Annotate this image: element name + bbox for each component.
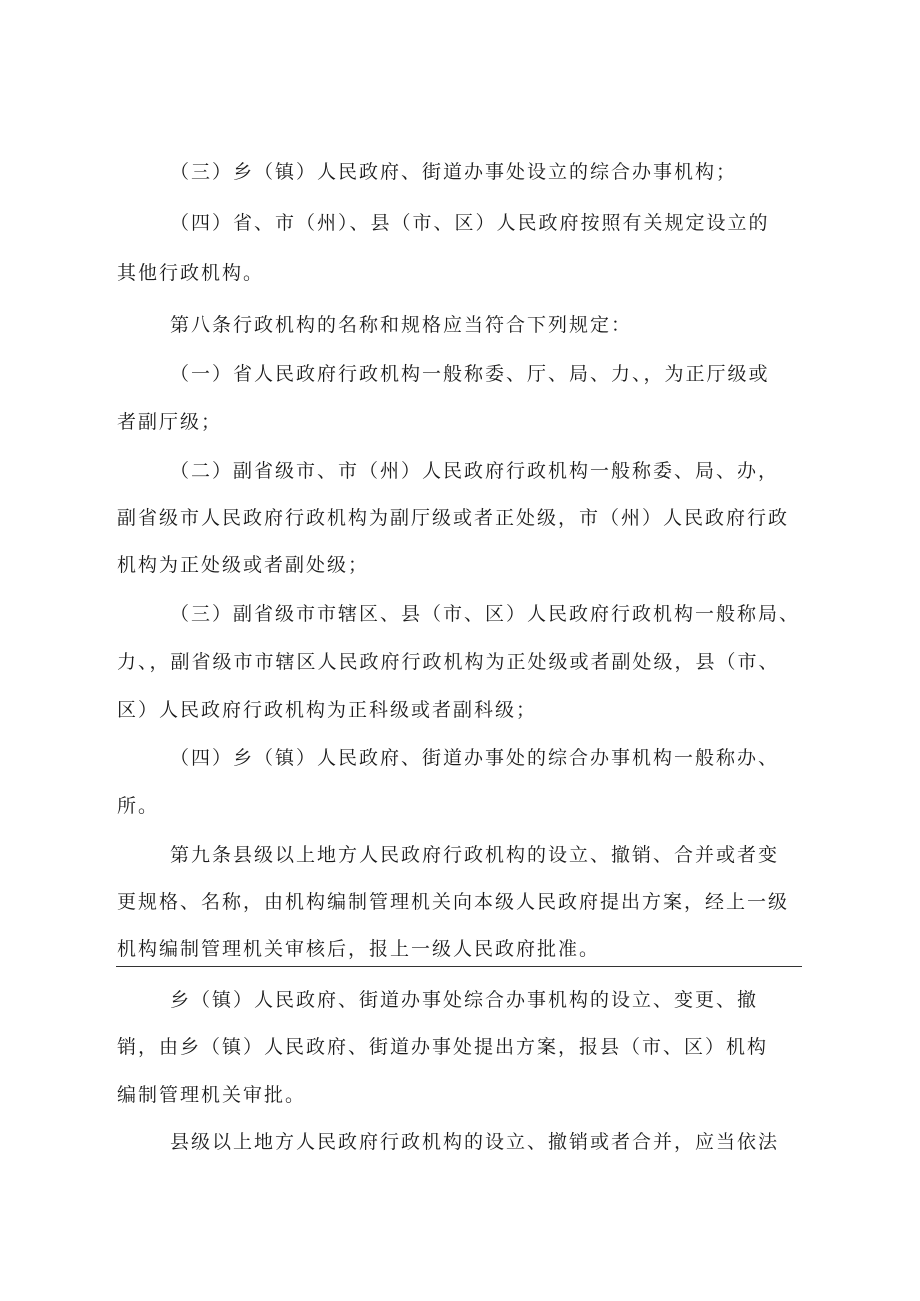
text-line: 所。: [117, 795, 160, 817]
text-line: 乡（镇）人民政府、街道办事处综合办事机构的设立、变更、撤: [170, 989, 759, 1011]
text-line: 者副厅级；: [117, 411, 223, 433]
text-line: （二）副省级市、市（州）人民政府行政机构一般称委、局、办，: [170, 460, 780, 482]
text-line: 区）人民政府行政机构为正科级或者副科级；: [117, 699, 538, 721]
text-line: （三）副省级市市辖区、县（市、区）人民政府行政机构一般称局、: [170, 603, 801, 625]
text-line: 力、，副省级市市辖区人民政府行政机构为正处级或者副处级，县（市、: [117, 651, 780, 673]
text-line: 编制管理机关审批。: [117, 1084, 307, 1106]
text-line: 销，由乡（镇）人民政府、街道办事处提出方案，报县（市、区）机构: [117, 1036, 769, 1058]
text-line: （四）省、市（州）、县（市、区）人民政府按照有关规定设立的: [170, 212, 770, 234]
text-line: （一）省人民政府行政机构一般称委、厅、局、力、，为正厅级或: [170, 363, 770, 385]
text-line: （四）乡（镇）人民政府、街道办事处的综合办事机构一般称办、: [170, 747, 780, 769]
text-line: 更规格、名称，由机构编制管理机关向本级人民政府提出方案，经上一级: [117, 891, 790, 913]
text-line: 机构编制管理机关审核后，报上一级人民政府批准。: [117, 938, 601, 960]
horizontal-divider: [116, 966, 802, 967]
text-line: 第八条行政机构的名称和规格应当符合下列规定：: [170, 314, 633, 336]
text-line: 第九条县级以上地方人民政府行政机构的设立、撤销、合并或者变: [170, 844, 780, 866]
text-line: （三）乡（镇）人民政府、街道办事处设立的综合办事机构；: [170, 161, 738, 183]
text-line: 机构为正处级或者副处级；: [117, 554, 370, 576]
text-line: 县级以上地方人民政府行政机构的设立、撤销或者合并，应当依法: [170, 1131, 780, 1153]
text-line: 其他行政机构。: [117, 262, 265, 284]
text-line: 副省级市人民政府行政机构为副厅级或者正处级，市（州）人民政府行政: [117, 507, 790, 529]
